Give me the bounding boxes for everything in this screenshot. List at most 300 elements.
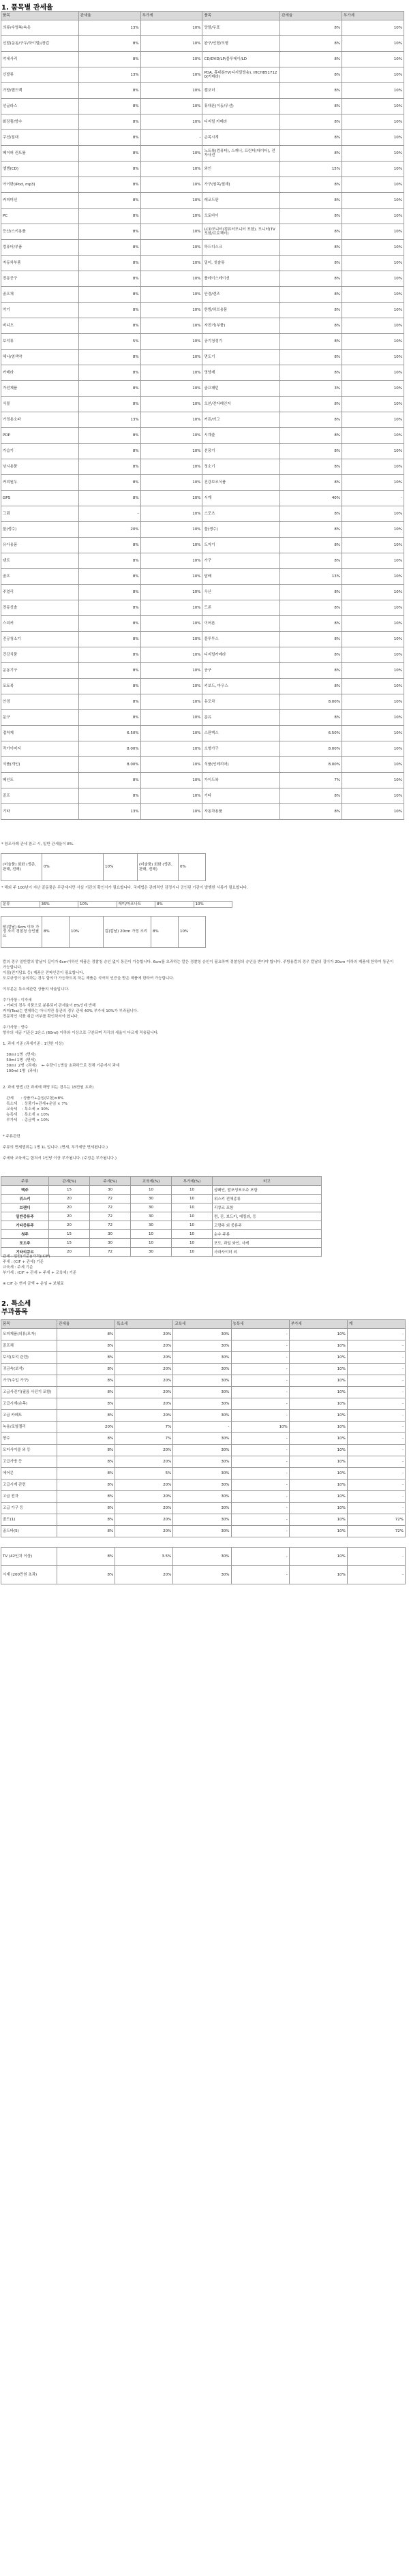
item-cell: 오토바이 bbox=[202, 209, 280, 224]
item-cell: 스판덱스 bbox=[202, 726, 280, 741]
liquor-type: 브랜디 bbox=[1, 1203, 49, 1212]
rate-cell: 10% bbox=[140, 757, 202, 773]
small-cell: 분류 bbox=[1, 902, 40, 908]
table-row bbox=[1, 1410, 406, 1422]
rate-cell: 10% bbox=[140, 647, 202, 663]
rate-cell: 10% bbox=[342, 773, 404, 788]
rate-cell: 10% bbox=[140, 162, 202, 177]
rate-cell: - bbox=[347, 1566, 405, 1584]
column-header: 계 bbox=[347, 1320, 405, 1329]
item-cell: 가방/핸드백 bbox=[1, 83, 79, 99]
rate-cell: 10% bbox=[342, 726, 404, 741]
table-row bbox=[1, 1340, 406, 1352]
paragraph-line: 도로규정이 동의하는 경우 합의가 가능하도록 하는 제품은 식약처 인증을 받은 제품에 한하여 가능합니다. bbox=[3, 977, 175, 981]
item-cell: 고급 카페트 bbox=[1, 1410, 57, 1422]
liquor-header-row bbox=[1, 1177, 322, 1186]
table-row bbox=[1, 506, 404, 522]
rate-cell: 20% bbox=[115, 1491, 173, 1503]
rate-cell: 10% bbox=[140, 83, 202, 99]
rate-cell: 30 bbox=[90, 1239, 131, 1248]
table-row bbox=[1, 1456, 406, 1468]
rate-cell: 8% bbox=[280, 146, 342, 162]
rate-cell: - bbox=[347, 1329, 405, 1340]
rate-cell: 위스키 전체종류 bbox=[213, 1195, 322, 1203]
rate-cell: 10% bbox=[342, 334, 404, 350]
item-cell: 안경 bbox=[1, 694, 79, 710]
tariff-table bbox=[1, 11, 404, 820]
rate-cell: - bbox=[231, 1445, 289, 1456]
column-header: 부가세 bbox=[289, 1320, 347, 1329]
item-cell: 골프채 bbox=[1, 1340, 57, 1352]
rate-cell: 리큐르 포함 bbox=[213, 1203, 322, 1212]
rate-cell: - bbox=[347, 1468, 405, 1479]
rate-cell: 10% bbox=[140, 114, 202, 130]
note-line bbox=[3, 1276, 398, 1281]
rate-cell: 8% bbox=[78, 459, 140, 475]
column-header: 관세(%) bbox=[49, 1177, 90, 1186]
rate-cell: 10% bbox=[140, 475, 202, 491]
rate-cell: 10% bbox=[342, 632, 404, 647]
rate-cell: 10% bbox=[140, 350, 202, 365]
item-cell: 에어콘 bbox=[1, 1468, 57, 1479]
rate-cell: 8.00% bbox=[78, 741, 140, 757]
rate-cell: 72% bbox=[347, 1514, 405, 1526]
table-row bbox=[1, 1329, 406, 1340]
rate-cell: - bbox=[231, 1548, 289, 1566]
table-row bbox=[1, 804, 404, 820]
table-row bbox=[1, 1212, 322, 1221]
column-header: 부가세 bbox=[140, 12, 202, 20]
item-cell: 식품(인테리어) bbox=[202, 757, 280, 773]
rate-cell: 10% bbox=[140, 334, 202, 350]
rate-cell: 20% bbox=[57, 1422, 115, 1433]
rate-cell: 20% bbox=[115, 1364, 173, 1375]
rate-cell: 15 bbox=[49, 1239, 90, 1248]
rate-cell: 8% bbox=[78, 444, 140, 459]
rate-cell: 8% bbox=[57, 1526, 115, 1537]
table-row bbox=[1, 522, 404, 538]
rate-cell: 고량주 외 중류주 bbox=[213, 1221, 322, 1230]
column-header: 관세율 bbox=[78, 12, 140, 20]
rate-cell: 8% bbox=[78, 663, 140, 679]
rate-cell: 13% bbox=[280, 569, 342, 585]
rate-cell: 30 bbox=[90, 1186, 131, 1195]
item-cell: 완구/인형/모형 bbox=[202, 36, 280, 52]
rate-cell: 8% bbox=[280, 788, 342, 804]
table-row bbox=[1, 365, 404, 381]
item-cell: 식물 bbox=[1, 397, 79, 412]
rate-cell: 8% bbox=[78, 647, 140, 663]
item-cell: 소형가구 bbox=[202, 741, 280, 757]
rate-cell: 8% bbox=[78, 585, 140, 600]
column-header: 품목 bbox=[202, 12, 280, 20]
table-row bbox=[1, 553, 404, 569]
rate-cell: 10% bbox=[342, 788, 404, 804]
column-header: 교육세(%) bbox=[131, 1177, 172, 1186]
tariff-note: * 참조사례 관세 참고 시, 일반 관세율이 8%. bbox=[1, 842, 74, 846]
paragraph-line: 1. 과세 기준 (과세기준 : 1인한 이상) bbox=[3, 1042, 64, 1046]
table-row bbox=[1, 1203, 322, 1212]
item-cell: 그림 bbox=[1, 506, 79, 522]
item-cell: 기타 bbox=[202, 788, 280, 804]
rate-cell: 10 bbox=[172, 1212, 213, 1221]
table-row bbox=[1, 412, 404, 428]
item-cell: GPS bbox=[1, 491, 79, 506]
table-row bbox=[1, 1503, 406, 1514]
item-cell: 자동차부품 bbox=[1, 256, 79, 271]
table-row bbox=[1, 177, 404, 193]
rate-cell: 20% bbox=[115, 1387, 173, 1398]
rate-cell: 10% bbox=[140, 538, 202, 553]
paragraph-line: 추가사항 : 이자세 bbox=[3, 998, 32, 1002]
rate-cell: 10% bbox=[289, 1410, 347, 1422]
item-cell: 선풍기 bbox=[202, 444, 280, 459]
item-cell: 골드(1) bbox=[1, 1514, 57, 1526]
paragraph-line bbox=[3, 981, 398, 987]
rate-cell: 8% bbox=[280, 600, 342, 616]
item-cell: 블루투스 bbox=[202, 632, 280, 647]
item-cell: 골드바(5) bbox=[1, 1526, 57, 1537]
rate-cell: 10% bbox=[342, 710, 404, 726]
rate-cell: 30% bbox=[173, 1364, 231, 1375]
rate-cell: 15% bbox=[280, 162, 342, 177]
rate-cell: 8% bbox=[280, 114, 342, 130]
item-cell: 카메라 bbox=[1, 365, 79, 381]
section2-title: 2. 특소세 부과품목 bbox=[1, 1300, 31, 1316]
table-row bbox=[1, 585, 404, 600]
item-cell: 안경/렌즈 bbox=[202, 287, 280, 303]
rate-cell: - bbox=[173, 1422, 231, 1433]
item-cell: 양말/우표 bbox=[202, 20, 280, 36]
item-cell: 녹용/로열젤리 bbox=[1, 1422, 57, 1433]
rate-cell: - bbox=[347, 1387, 405, 1398]
item-cell: 접착제 bbox=[1, 726, 79, 741]
item-cell: 골프 bbox=[1, 788, 79, 804]
rate-cell: 10% bbox=[342, 616, 404, 632]
rate-cell: 20 bbox=[49, 1221, 90, 1230]
item-cell: 휴대폰(이동/무선) bbox=[202, 99, 280, 114]
rate-cell: - bbox=[347, 1479, 405, 1491]
rate-cell: 10% bbox=[140, 36, 202, 52]
rate-cell: 10% bbox=[342, 271, 404, 287]
rate-cell: 8% bbox=[57, 1548, 115, 1566]
rate-cell: 10% bbox=[342, 397, 404, 412]
rate-cell: - bbox=[347, 1422, 405, 1433]
rate-cell: 8% bbox=[280, 679, 342, 694]
rate-cell: 10% bbox=[140, 600, 202, 616]
rate-cell: - bbox=[347, 1503, 405, 1514]
rate-cell: 30 bbox=[131, 1221, 172, 1230]
rate-cell: 10% bbox=[342, 162, 404, 177]
item-cell: 고급시계 관련 bbox=[1, 1479, 57, 1491]
rate-cell: 포도, 과일 와인, 사케 bbox=[213, 1239, 322, 1248]
table-row bbox=[1, 444, 404, 459]
item-cell: 유아용품 bbox=[1, 538, 79, 553]
rate-cell: - bbox=[231, 1352, 289, 1364]
table-row bbox=[1, 679, 404, 694]
rate-cell: - bbox=[347, 1445, 405, 1456]
item-cell: 보석류 bbox=[1, 334, 79, 350]
rate-cell: 8% bbox=[78, 600, 140, 616]
rate-cell: 8% bbox=[280, 271, 342, 287]
paragraph-line: - 커피의 경우 식품으로 분류되어 관세율이 8%인데 반해 bbox=[3, 1004, 96, 1008]
rate-cell: 8% bbox=[280, 553, 342, 569]
rate-cell: 10% bbox=[342, 647, 404, 663]
rate-cell: 13% bbox=[78, 804, 140, 820]
rate-cell: 6.50% bbox=[280, 726, 342, 741]
table-row bbox=[1, 99, 404, 114]
table-row bbox=[1, 114, 404, 130]
rate-cell: 8% bbox=[280, 616, 342, 632]
paragraph-line bbox=[3, 1139, 398, 1145]
liquor-type: 위스키 bbox=[1, 1195, 49, 1203]
rate-cell: 40% bbox=[280, 491, 342, 506]
item-cell: 고급시계(손목) bbox=[1, 1398, 57, 1410]
rate-cell: 30% bbox=[173, 1566, 231, 1584]
rate-cell: 8% bbox=[78, 224, 140, 240]
liquor-type: 기타리큐르 bbox=[1, 1248, 49, 1257]
rate-cell: 10% bbox=[140, 318, 202, 334]
special-value-3: 0% bbox=[179, 854, 206, 881]
rate-cell: 30% bbox=[173, 1433, 231, 1445]
tax-table bbox=[1, 1319, 406, 1537]
rate-cell: 30% bbox=[173, 1375, 231, 1387]
table-row bbox=[1, 632, 404, 647]
rate-cell: 10% bbox=[140, 444, 202, 459]
rate-cell: 10% bbox=[342, 240, 404, 256]
small-cell: 레미/마포나트 bbox=[117, 902, 155, 908]
column-header: 부가세(%) bbox=[172, 1177, 213, 1186]
table-row bbox=[1, 710, 404, 726]
rate-cell: 10% bbox=[289, 1456, 347, 1468]
rate-cell: 8% bbox=[78, 381, 140, 397]
rate-cell: 20% bbox=[115, 1566, 173, 1584]
item-cell: 한방/허브용품 bbox=[202, 303, 280, 318]
paragraph-line: 특소세 : 상품가+관세+운임 × 7% bbox=[3, 1102, 68, 1106]
paragraph-line: 교육세 : 특소세 × 30% bbox=[3, 1107, 50, 1111]
rate-cell: 72 bbox=[90, 1203, 131, 1212]
item-cell: 컴퓨터/부품 bbox=[1, 240, 79, 256]
item-cell: 도자기 bbox=[202, 538, 280, 553]
item-cell: 페인트 bbox=[1, 773, 79, 788]
table-row bbox=[1, 256, 404, 271]
table-row bbox=[1, 334, 404, 350]
item-cell: 공구 bbox=[202, 663, 280, 679]
rate-cell: 8% bbox=[78, 114, 140, 130]
rate-cell: 8% bbox=[280, 506, 342, 522]
item-cell: 화장품/향수 bbox=[1, 114, 79, 130]
rate-cell: 10% bbox=[140, 616, 202, 632]
rate-cell: 8% bbox=[280, 444, 342, 459]
paragraph-line: 커피(Tea)는 엔제하는 아니지만 통관의 경우 관세 40% 부가세 10%가 부과됩니다. bbox=[3, 1009, 138, 1013]
rate-cell: 30% bbox=[173, 1456, 231, 1468]
item-cell: 고급 가구 등 bbox=[1, 1503, 57, 1514]
item-cell: 쿠션/침대 bbox=[1, 130, 79, 146]
rate-cell: 10% bbox=[342, 114, 404, 130]
rate-cell: 20% bbox=[115, 1375, 173, 1387]
rate-cell: 10% bbox=[140, 303, 202, 318]
small-row bbox=[1, 902, 232, 908]
rate-cell: 10% bbox=[342, 522, 404, 538]
item-cell: 담배 bbox=[202, 569, 280, 585]
rate-cell: 10% bbox=[342, 224, 404, 240]
rate-cell: 13% bbox=[78, 67, 140, 83]
rate-cell: 3.5% bbox=[115, 1548, 173, 1566]
rate-cell: 8% bbox=[57, 1410, 115, 1422]
rate-cell: - bbox=[231, 1456, 289, 1468]
rate-cell: 30% bbox=[173, 1514, 231, 1526]
rate-cell: 10% bbox=[342, 146, 404, 162]
rate-cell: 13% bbox=[78, 20, 140, 36]
rate-cell: 20 bbox=[49, 1212, 90, 1221]
table-row bbox=[1, 1230, 322, 1239]
item-cell: 페이퍼 컨트롤 bbox=[1, 146, 79, 162]
rate-cell: 10% bbox=[140, 585, 202, 600]
rate-cell: 30% bbox=[173, 1410, 231, 1422]
rate-cell: 8% bbox=[57, 1445, 115, 1456]
rate-cell: 30 bbox=[131, 1195, 172, 1203]
rate-cell: 10 bbox=[131, 1230, 172, 1239]
rate-cell: 10% bbox=[140, 553, 202, 569]
item-cell: 선글라스 bbox=[1, 99, 79, 114]
rate-cell: 10 bbox=[172, 1248, 213, 1257]
table-row bbox=[1, 475, 404, 491]
item-cell: 진공청소기 bbox=[1, 632, 79, 647]
item-cell: 커피머신 bbox=[1, 193, 79, 209]
note-line: 교육세 : 주세 기준 bbox=[3, 1266, 33, 1270]
rate-cell: 30% bbox=[173, 1387, 231, 1398]
table-row bbox=[1, 1364, 406, 1375]
table-row bbox=[1, 36, 404, 52]
table-row bbox=[1, 538, 404, 553]
rate-cell: 8% bbox=[78, 271, 140, 287]
rate-cell: 10% bbox=[342, 804, 404, 820]
rate-cell: 10% bbox=[342, 67, 404, 83]
rate-cell: 8% bbox=[57, 1456, 115, 1468]
rate-cell: 10% bbox=[289, 1526, 347, 1537]
rate-cell: - bbox=[347, 1491, 405, 1503]
item-cell: 의류/수영복/속옷 bbox=[1, 20, 79, 36]
rate-cell: 10% bbox=[140, 365, 202, 381]
rate-cell: 30% bbox=[173, 1503, 231, 1514]
rate-cell: 10% bbox=[342, 412, 404, 428]
item-cell: 기타 bbox=[1, 804, 79, 820]
paragraph-line: 30ml 2병 (과세) ← 수량이 1병을 초과하므로 전체 기준에서 과세 bbox=[3, 1064, 120, 1068]
rate-cell: 10% bbox=[342, 83, 404, 99]
rate-cell: 10 bbox=[131, 1186, 172, 1195]
table-row bbox=[1, 1514, 406, 1526]
table-row bbox=[1, 647, 404, 663]
rate-cell: 10% bbox=[289, 1503, 347, 1514]
paragraph-line: 이불(전기담요 등) 제품은 전파인증이 필요합니다. bbox=[3, 971, 85, 975]
special-table bbox=[1, 853, 206, 881]
rate-cell: - bbox=[231, 1375, 289, 1387]
table-row bbox=[1, 1239, 322, 1248]
rate-cell: 8% bbox=[78, 146, 140, 162]
item-cell: 신발(운동/구두/하이힐)/장갑 bbox=[1, 36, 79, 52]
rate-cell: 8% bbox=[280, 67, 342, 83]
item-cell: 텐트 bbox=[1, 553, 79, 569]
table-row bbox=[1, 694, 404, 710]
rate-cell: 10% bbox=[140, 773, 202, 788]
item-cell: 면도기 bbox=[202, 350, 280, 365]
table-row bbox=[1, 209, 404, 224]
table-row bbox=[1, 600, 404, 616]
rate-cell: 20% bbox=[115, 1479, 173, 1491]
rate-cell: 8% bbox=[57, 1352, 115, 1364]
paragraph-line: 2. 과세 방법 (단 과세에 해당 되는 경우는 15만원 초과) bbox=[3, 1086, 94, 1090]
rate-cell: - bbox=[231, 1526, 289, 1537]
liquor-type: 맥주 bbox=[1, 1186, 49, 1195]
item-cell: TV (42인치 이상) bbox=[1, 1548, 57, 1566]
rate-cell: 10% bbox=[140, 271, 202, 287]
rate-cell: - bbox=[140, 130, 202, 146]
item-cell: 건강식품 bbox=[1, 647, 79, 663]
rate-cell: 8% bbox=[280, 647, 342, 663]
item-cell: 전동공구 bbox=[1, 271, 79, 287]
rate-cell: 20% bbox=[78, 522, 140, 538]
table-row bbox=[1, 240, 404, 256]
knife-value-3: 8% bbox=[151, 917, 179, 948]
table-row bbox=[1, 788, 404, 804]
item-cell: 가습기 bbox=[1, 444, 79, 459]
rate-cell: 8% bbox=[78, 397, 140, 412]
rate-cell: 10% bbox=[140, 412, 202, 428]
table-row bbox=[1, 397, 404, 412]
rate-cell: 10% bbox=[140, 459, 202, 475]
item-cell: 가이드북 bbox=[202, 773, 280, 788]
rate-cell: 10% bbox=[140, 224, 202, 240]
table-row bbox=[1, 1468, 406, 1479]
rate-cell: 10% bbox=[342, 381, 404, 397]
paragraph-line: 주류의 면세범위는 1병 1L 입니다. (면세, 부가세만 면세됩니다.) bbox=[3, 1146, 108, 1150]
table-row bbox=[1, 1186, 322, 1195]
item-cell: 가전제품 bbox=[1, 381, 79, 397]
table-row bbox=[1, 726, 404, 741]
rate-cell: 8% bbox=[280, 256, 342, 271]
rate-cell: 10% bbox=[140, 491, 202, 506]
rate-cell: 10 bbox=[172, 1230, 213, 1239]
note-line: 주세 : (CIF + 관세) 기준 bbox=[3, 1260, 44, 1264]
table-row bbox=[1, 224, 404, 240]
item-cell: 이어폰 bbox=[202, 616, 280, 632]
rate-cell: 8% bbox=[78, 428, 140, 444]
rate-cell: 10% bbox=[342, 318, 404, 334]
rate-cell: 10% bbox=[289, 1422, 347, 1433]
rate-cell: 30% bbox=[173, 1526, 231, 1537]
liquor-type: 일반증류주 bbox=[1, 1212, 49, 1221]
rate-cell: 8% bbox=[78, 788, 140, 804]
rate-cell: 8.00% bbox=[280, 741, 342, 757]
item-cell: 고급가방 등 bbox=[1, 1456, 57, 1468]
section-title: 1. 품목별 관세율 bbox=[1, 4, 53, 12]
paragraph-line: 50ml 1병 (면세) bbox=[3, 1058, 36, 1062]
special-value-2: 10% bbox=[104, 854, 138, 881]
item-cell: 모터사이클 외 등 bbox=[1, 1445, 57, 1456]
item-cell: 등산/스키용품 bbox=[1, 224, 79, 240]
item-cell: 밀어, 칫솔류 bbox=[202, 256, 280, 271]
rate-cell: 6.50% bbox=[78, 726, 140, 741]
small-table-1 bbox=[1, 901, 232, 908]
rate-cell: 72 bbox=[90, 1221, 131, 1230]
rate-cell: 8% bbox=[280, 20, 342, 36]
paragraph-line: 추가사항 : 향수 bbox=[3, 1026, 29, 1030]
table-row bbox=[1, 1548, 406, 1566]
rate-cell: 10% bbox=[140, 287, 202, 303]
item-cell: 신발류 bbox=[1, 67, 79, 83]
paragraph-line: 부가세 : 총금액 × 10% bbox=[3, 1118, 50, 1122]
item-cell: 오븐/전자레인지 bbox=[202, 397, 280, 412]
